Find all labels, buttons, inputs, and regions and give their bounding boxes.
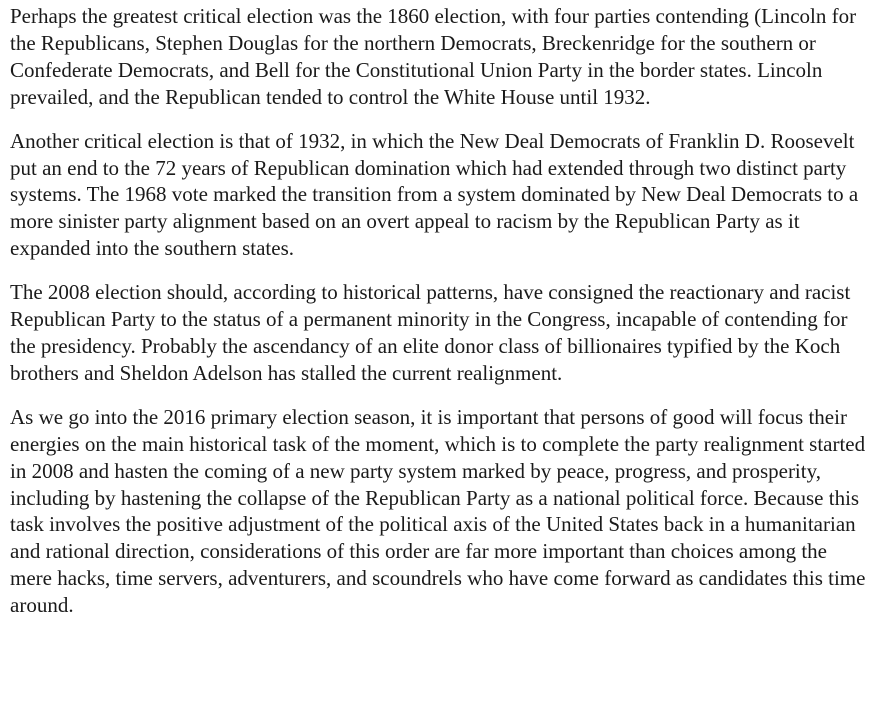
paragraph-1860-election: Perhaps the greatest critical election was the 1860 election, with four parties contending (Lincoln for the Republicans, Stephen Douglas for the northern Democrats, Breckenridge for the southern or Confederate Democrats, and Bell for the Constitutional Union Party in the border states. Lincoln prevailed, and the Republican tended to control the White House until 1932.: [10, 4, 857, 109]
paragraph-1932-election: Another critical election is that of 1932, in which the New Deal Democrats of Franklin D. Roosevelt put an end to the 72 years of Republican domination which had extended through two distinct party systems. The 1968 vote marked the transition from a system dominated by New Deal Democrats to a more sinister party alignment based on an overt appeal to racism by the Republican Party as it expanded into the southern states.: [10, 128, 859, 261]
paragraph-2016-primary: As we go into the 2016 primary election season, it is important that persons of good will focus their energies on the main historical task of the moment, which is to complete the party realignment started in 2008 and hasten the coming of a new party system marked by peace, progress, and prosperity, including by hastening the collapse of the Republican Party as a national political force. Because this task involves the positive adjustment of the political axis of the United States back in a humanitarian and rational direction, considerations of this order are far more important than choices among the mere hacks, time servers, adventurers, and scoundrels who have come forward as candidates this time around.: [10, 404, 866, 618]
paragraph-2008-election: The 2008 election should, according to historical patterns, have consigned the reactionary and racist Republican Party to the status of a permanent minority in the Congress, incapable of contending for the presidency. Probably the ascendancy of an elite donor class of billionaires typified by the Koch brothers and Sheldon Adelson has stalled the current realignment.: [10, 280, 851, 385]
